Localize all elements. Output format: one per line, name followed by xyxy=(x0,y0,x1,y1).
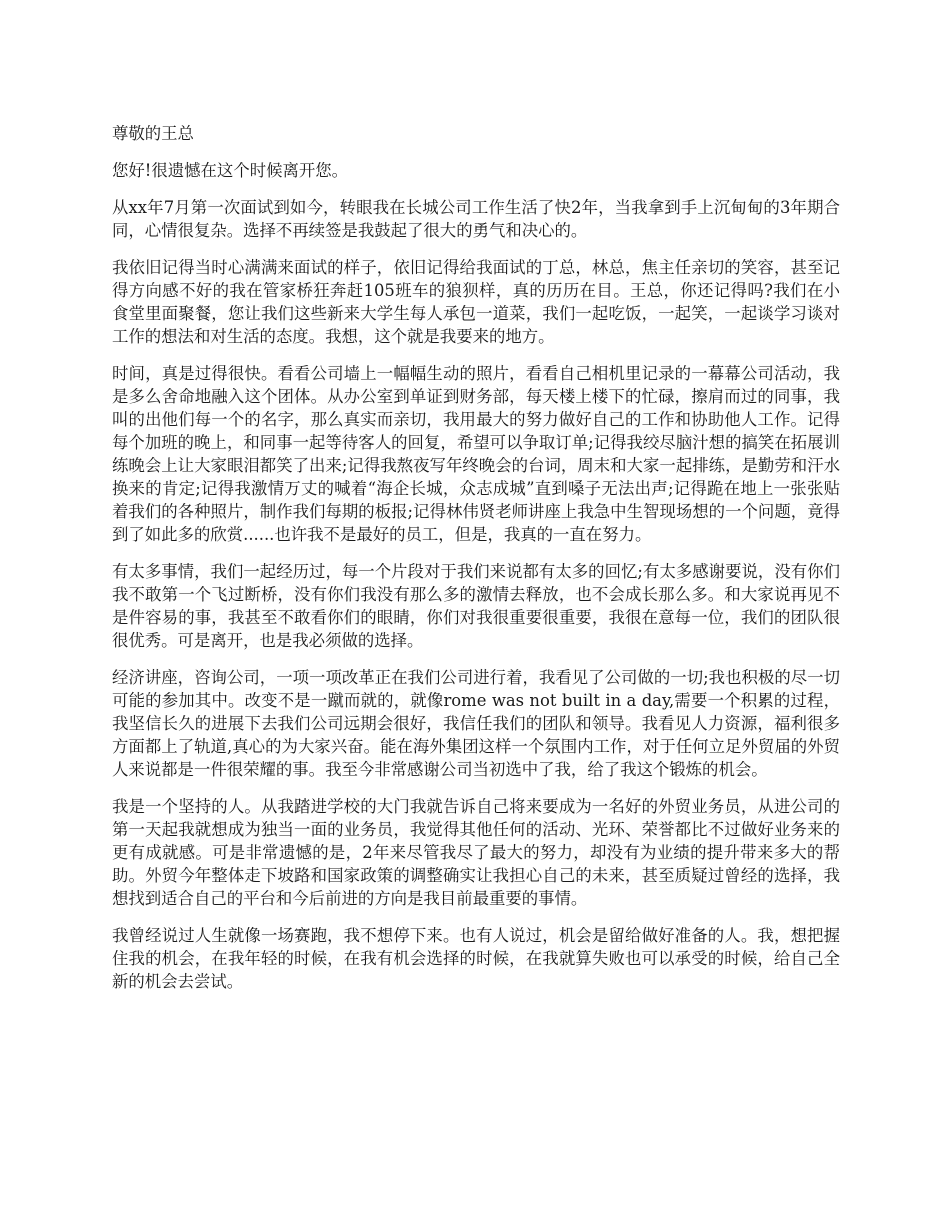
paragraph-interview-memory: 我依旧记得当时心满满来面试的样子，依旧记得给我面试的丁总，林总，焦主任亲切的笑容，甚至记得方向感不好的我在管家桥狂奔赶105班车的狼狈样，真的历历在目。王总，你还记得吗?我们在小食堂里面聚餐，您让我们这些新来大学生每人承包一道菜，我们一起吃饭，一起笑，一起谈学习谈对工作的想法和对生活的态度。我想，这个就是我要来的地方。 xyxy=(112,258,840,346)
resignation-letter xyxy=(112,122,840,1007)
paragraph-greeting: 您好!很遗憾在这个时候离开您。 xyxy=(112,161,349,180)
paragraph-company-reform: 经济讲座，咨询公司，一项一项改革正在我们公司进行着，我看见了公司做的一切;我也积极的尽一切可能的参加其中。改变不是一蹴而就的，就像rome was not built in a day,需要一个积累的过程，我坚信长久的进展下去我们公司远期会很好，我信任我们的团队和领导。我看见人力资源，福利很多方面都上了轨道,真心的为大家兴奋。能在海外集团这样一个氛围内工作，对于任何立足外贸届的外贸人来说都是一件很荣耀的事。我至今非常感谢公司当初选中了我，给了我这个锻炼的机会。 xyxy=(112,668,840,779)
paragraph-persistence: 我是一个坚持的人。从我踏进学校的大门我就告诉自己将来要成为一名好的外贸业务员，从进公司的第一天起我就想成为独当一面的业务员，我觉得其他任何的活动、光环、荣誉都比不过做好业务来的更有成就感。可是非常遗憾的是，2年来尽管我尽了最大的努力，却没有为业绩的提升带来多大的帮助。外贸今年整体走下坡路和国家政策的调整确实让我担心自己的未来，甚至质疑过曾经的选择，我想找到适合自己的平台和今后前进的方向是我目前最重要的事情。 xyxy=(112,797,840,908)
paragraph-contract: 从xx年7月第一次面试到如今，转眼我在长城公司工作生活了快2年，当我拿到手上沉甸甸的3年期合同，心情很复杂。选择不再续签是我鼓起了很大的勇气和决心的。 xyxy=(112,198,840,240)
paragraph-closing: 我曾经说过人生就像一场赛跑，我不想停下来。也有人说过，机会是留给做好准备的人。我，想把握住我的机会，在我年轻的时候，在我有机会选择的时候，在我就算失败也可以承受的时候，给自己全新的机会去尝试。 xyxy=(112,926,840,991)
paragraph-time-flies: 时间，真是过得很快。看看公司墙上一幅幅生动的照片，看看自己相机里记录的一幕幕公司活动，我是多么舍命地融入这个团体。从办公室到单证到财务部，每天楼上楼下的忙碌，擦肩而过的同事，我叫的出他们每一个的名字，那么真实而亲切，我用最大的努力做好自己的工作和协助他人工作。记得每个加班的晚上，和同事一起等待客人的回复，希望可以争取订单;记得我绞尽脑汁想的搞笑在拓展训练晚会上让大家眼泪都笑了出来;记得我熬夜写年终晚会的台词，周末和大家一起排练，是勤劳和汗水换来的肯定;记得我激情万丈的喊着“海企长城，众志成城”直到嗓子无法出声;记得跪在地上一张张贴着我们的各种照片，制作我们每期的板报;记得林伟贤老师讲座上我急中生智现场想的一个问题，竟得到了如此多的欣赏......也许我不是最好的员工，但是，我真的一直在努力。 xyxy=(112,364,840,544)
salutation: 尊敬的王总 xyxy=(112,124,194,143)
paragraph-thanks: 有太多事情，我们一起经历过，每一个片段对于我们来说都有太多的回忆;有太多感谢要说，没有你们我不敢第一个飞过断桥，没有你们我没有那么多的激情去释放，也不会成长那么多。和大家说再见不是件容易的事，我甚至不敢看你们的眼睛，你们对我很重要很重要，我很在意每一位，我们的团队很很优秀。可是离开，也是我必须做的选择。 xyxy=(112,562,840,650)
